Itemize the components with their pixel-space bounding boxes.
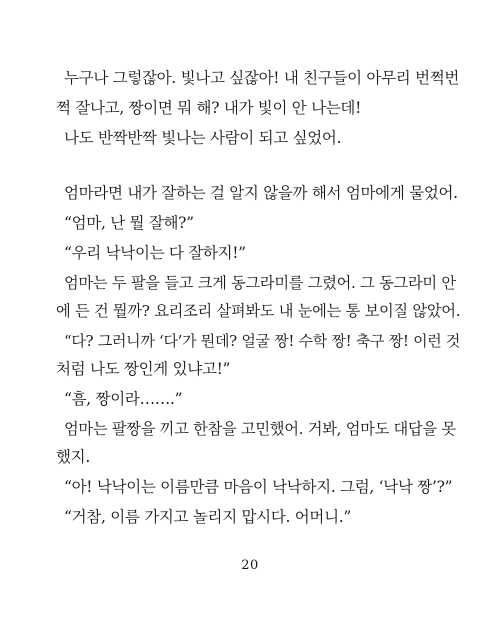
text-line: 엄마라면 내가 잘하는 걸 알지 않을까 해서 엄마에게 물었어. bbox=[64, 184, 458, 202]
dialogue-line: “거참, 이름 가지고 놀리지 맙시다. 어머니.” bbox=[64, 508, 352, 526]
dialogue-line: “우리 낙낙이는 다 잘하지!” bbox=[64, 244, 246, 262]
page-number: 20 bbox=[241, 558, 259, 573]
dialogue-line: 처럼 나도 짱인게 있냐고!” bbox=[56, 360, 231, 378]
text-line: 누구나 그렇잖아. 빛나고 싶잖아! 내 친구들이 아무리 번쩍번 bbox=[64, 69, 460, 87]
dialogue-line: “흠, 짱이라…….” bbox=[64, 390, 183, 408]
dialogue-line: “아! 낙낙이는 이름만큼 마음이 낙낙하지. 그럼, ‘낙낙 짱’?” bbox=[64, 478, 453, 496]
text-line: 나도 반짝반짝 빛나는 사람이 되고 싶었어. bbox=[64, 129, 342, 147]
text-line: 엄마는 팔짱을 끼고 한참을 고민했어. 거봐, 엄마도 대답을 못 bbox=[64, 420, 456, 438]
dialogue-line: “엄마, 난 뭘 잘해?” bbox=[64, 214, 194, 232]
text-line: 에 든 건 뭘까? 요리조리 살펴봐도 내 눈에는 통 보이질 않았어. bbox=[56, 302, 461, 320]
text-line: 엄마는 두 팔을 들고 크게 동그라미를 그렸어. 그 동그라미 안 bbox=[64, 274, 456, 292]
text-line: 쩍 잘나고, 짱이면 뭐 해? 내가 빛이 안 나는데! bbox=[56, 99, 362, 117]
dialogue-line: “다? 그러니까 ‘다’가 뭔데? 얼굴 짱! 수학 짱! 축구 짱! 이런 것 bbox=[64, 332, 461, 350]
text-line: 했지. bbox=[56, 448, 90, 466]
